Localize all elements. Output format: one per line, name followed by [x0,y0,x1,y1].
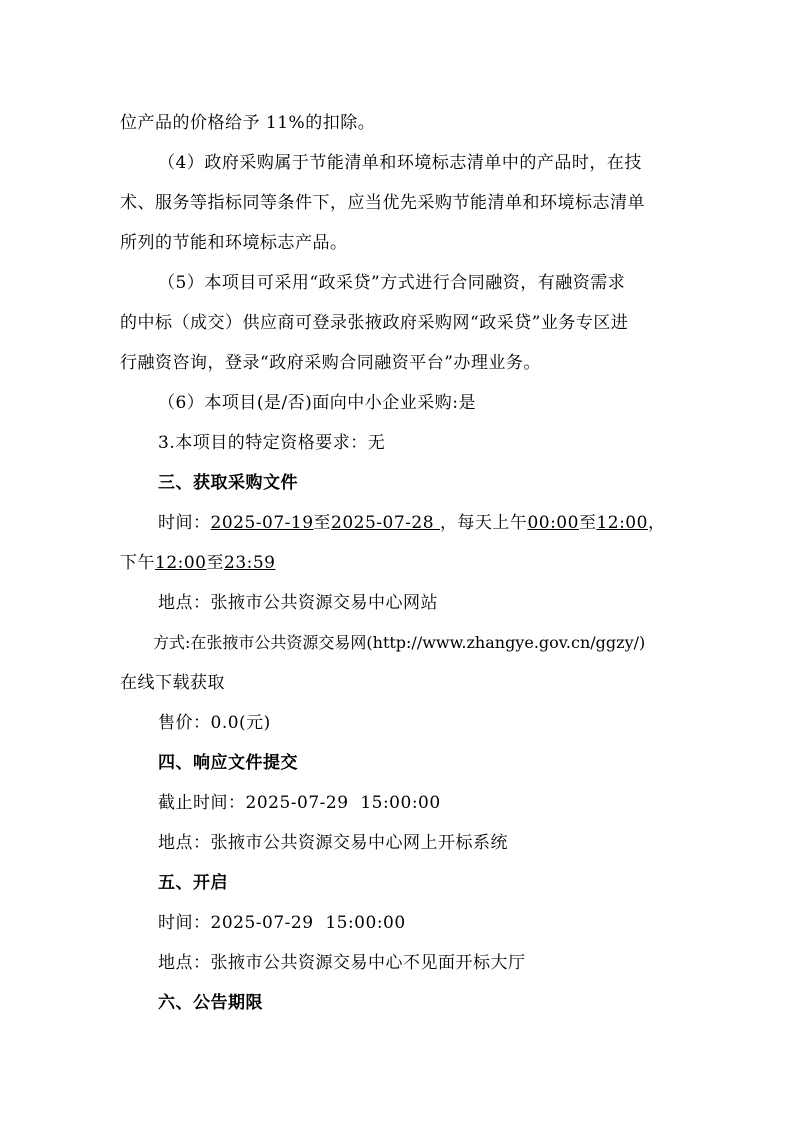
deadline-line: 截止时间：2025-07-29 15:00:00 [158,793,441,813]
open-place-line: 地点：张掖市公共资源交易中心不见面开标大厅 [158,953,526,973]
method-line-2: 在线下载获取 [120,673,225,693]
daily-label: ，每天上午 [439,513,528,533]
price-line: 售价：0.0(元) [158,713,271,733]
open-time-line: 时间：2025-07-29 15:00:00 [158,913,406,933]
end-date: 2025-07-28 [331,513,440,533]
to-word: 至 [206,553,224,573]
to-word: 至 [578,513,597,533]
pm-start: 12:00 [155,553,207,573]
item-4-line-1: （4）政府采购属于节能清单和环境标志清单中的产品时，在技 [158,153,642,173]
section-4-heading: 四、响应文件提交 [158,753,298,773]
item-5-line-1: （5）本项目可采用“政采贷”方式进行合同融资，有融资需求 [158,273,626,293]
paragraph-line: 位产品的价格给予 11%的扣除。 [120,113,376,133]
am-start: 00:00 [527,513,579,533]
pm-end: 23:59 [224,553,276,573]
item-5-line-2: 的中标（成交）供应商可登录张掖政府采购网“政采贷”业务专区进 [120,313,629,333]
time-line-2 [120,552,680,574]
item-5-line-3: 行融资咨询，登录“政府采购合同融资平台”办理业务。 [120,353,541,373]
place-line: 地点：张掖市公共资源交易中心网站 [158,593,438,613]
item-6-line: （6）本项目(是/否)面向中小企业采购:是 [158,393,477,413]
item-4-line-3: 所列的节能和环境标志产品。 [120,233,348,253]
qualification-line: 3.本项目的特定资格要求：无 [158,433,386,453]
submission-place-line: 地点：张掖市公共资源交易中心网上开标系统 [158,833,508,853]
pm-label: 下午 [120,553,155,573]
section-3-heading: 三、获取采购文件 [158,473,298,493]
time-label: 时间： [158,513,211,533]
time-line-1 [158,512,718,534]
am-end: 12:00 [596,513,648,533]
section-5-heading: 五、开启 [158,873,228,893]
item-4-line-2: 术、服务等指标同等条件下，应当优先采购节能清单和环境标志清单 [120,193,645,213]
to-word: 至 [313,513,332,533]
section-6-heading: 六、公告期限 [158,993,263,1013]
start-date: 2025-07-19 [210,513,314,533]
comma: ， [647,513,666,533]
method-line-1: 方式:在张掖市公共资源交易网(http://www.zhangye.gov.cn/ggzy/) [153,633,646,652]
